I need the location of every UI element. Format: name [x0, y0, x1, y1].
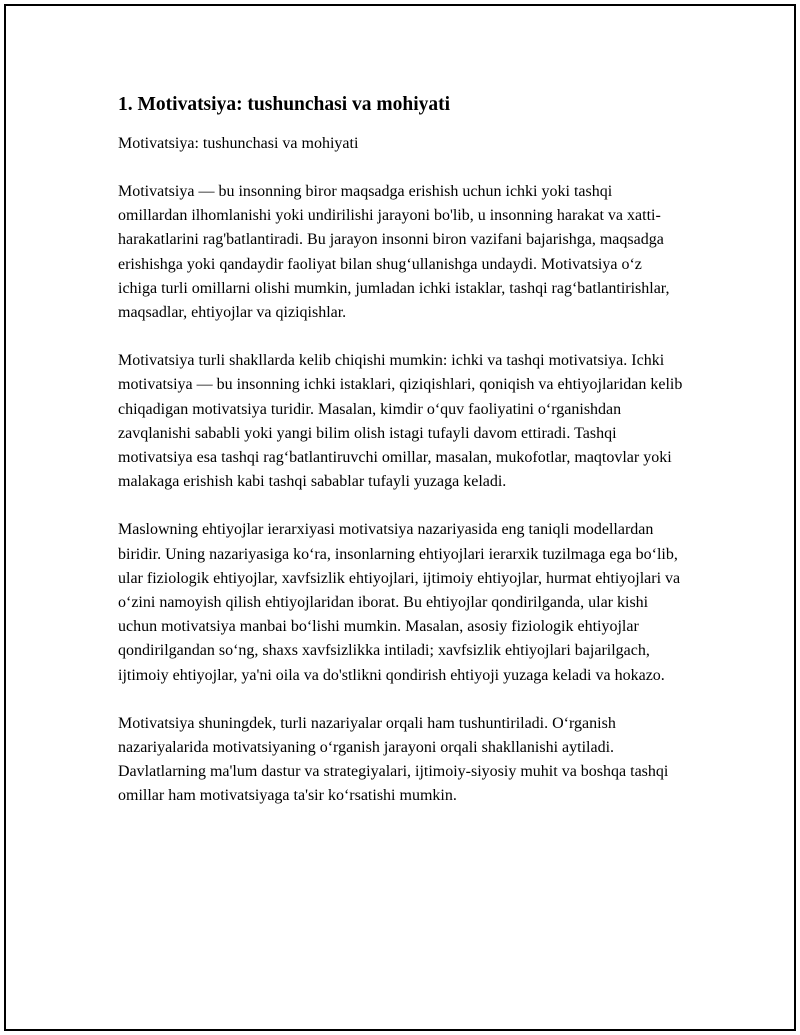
document-body	[118, 92, 683, 833]
paragraph-motivation-types: Motivatsiya turli shakllarda kelib chiqishi mumkin: ichki va tashqi motivatsiya. Ichki motivatsiya — bu insonning ichki istaklari, qiziqishlari, qoniqish va ehtiyojlaridan kelib chiqadigan motivatsiya turidir. Masalan, kimdir o‘quv faoliyatini o‘rganishdan zavqlanishi sababli yoki yangi bilim olish istagi tufayli davom ettiradi. Tashqi motivatsiya esa tashqi rag‘batlantiruvchi omillar, masalan, mukofotlar, maqtovlar yoki malakaga erishish kabi tashqi sabablar tufayli yuzaga keladi.	[118, 352, 683, 491]
paragraph-definition: Motivatsiya — bu insonning biror maqsadga erishish uchun ichki yoki tashqi omillardan ilhomlanishi yoki undirilishi jarayoni bo'lib, u insonning harakat va xatti-harakatlarini rag'batlantiradi. Bu jarayon insonni biron vazifani bajarishga, maqsadga erishishga yoki qandaydir faoliyat bilan shug‘ullanishga undaydi. Motivatsiya o‘z ichiga turli omillarni olishi mumkin, jumladan ichki istaklar, tashqi rag‘batlantirishlar, maqsadlar, ehtiyojlar va qiziqishlar.	[118, 183, 670, 322]
paragraph-maslow-hierarchy: Maslowning ehtiyojlar ierarxiyasi motivatsiya nazariyasida eng taniqli modellardan biridir. Uning nazariyasiga ko‘ra, insonlarning ehtiyojlari ierarxik tuzilmaga ega bo‘lib, ular fiziologik ehtiyojlar, xavfsizlik ehtiyojlari, ijtimoiy ehtiyojlar, hurmat ehtiyojlari va o‘zini namoyish qilish ehtiyojlaridan iborat. Bu ehtiyojlar qondirilganda, ular kishi uchun motivatsiya manbai bo‘lishi mumkin. Masalan, asosiy fiziologik ehtiyojlar qondirilgandan so‘ng, shaxs xavfsizlikka intiladi; xavfsizlik ehtiyojlari bajarilgach, ijtimoiy ehtiyojlar, ya'ni oila va do'stlikni qondirish ehtiyoji yuzaga keladi va hokazo.	[118, 521, 681, 684]
paragraph-theories: Motivatsiya shuningdek, turli nazariyalar orqali ham tushuntiriladi. O‘rganish nazariyalarida motivatsiyaning o‘rganish jarayoni orqali shakllanishi aytiladi. Davlatlarning ma'lum dastur va strategiyalari, ijtimoiy-siyosiy muhit va boshqa tashqi omillar ham motivatsiyaga ta'sir ko‘rsatishi mumkin.	[118, 714, 669, 805]
section-subtitle: Motivatsiya: tushunchasi va mohiyati	[118, 135, 359, 152]
section-heading: 1. Motivatsiya: tushunchasi va mohiyati	[118, 94, 451, 115]
